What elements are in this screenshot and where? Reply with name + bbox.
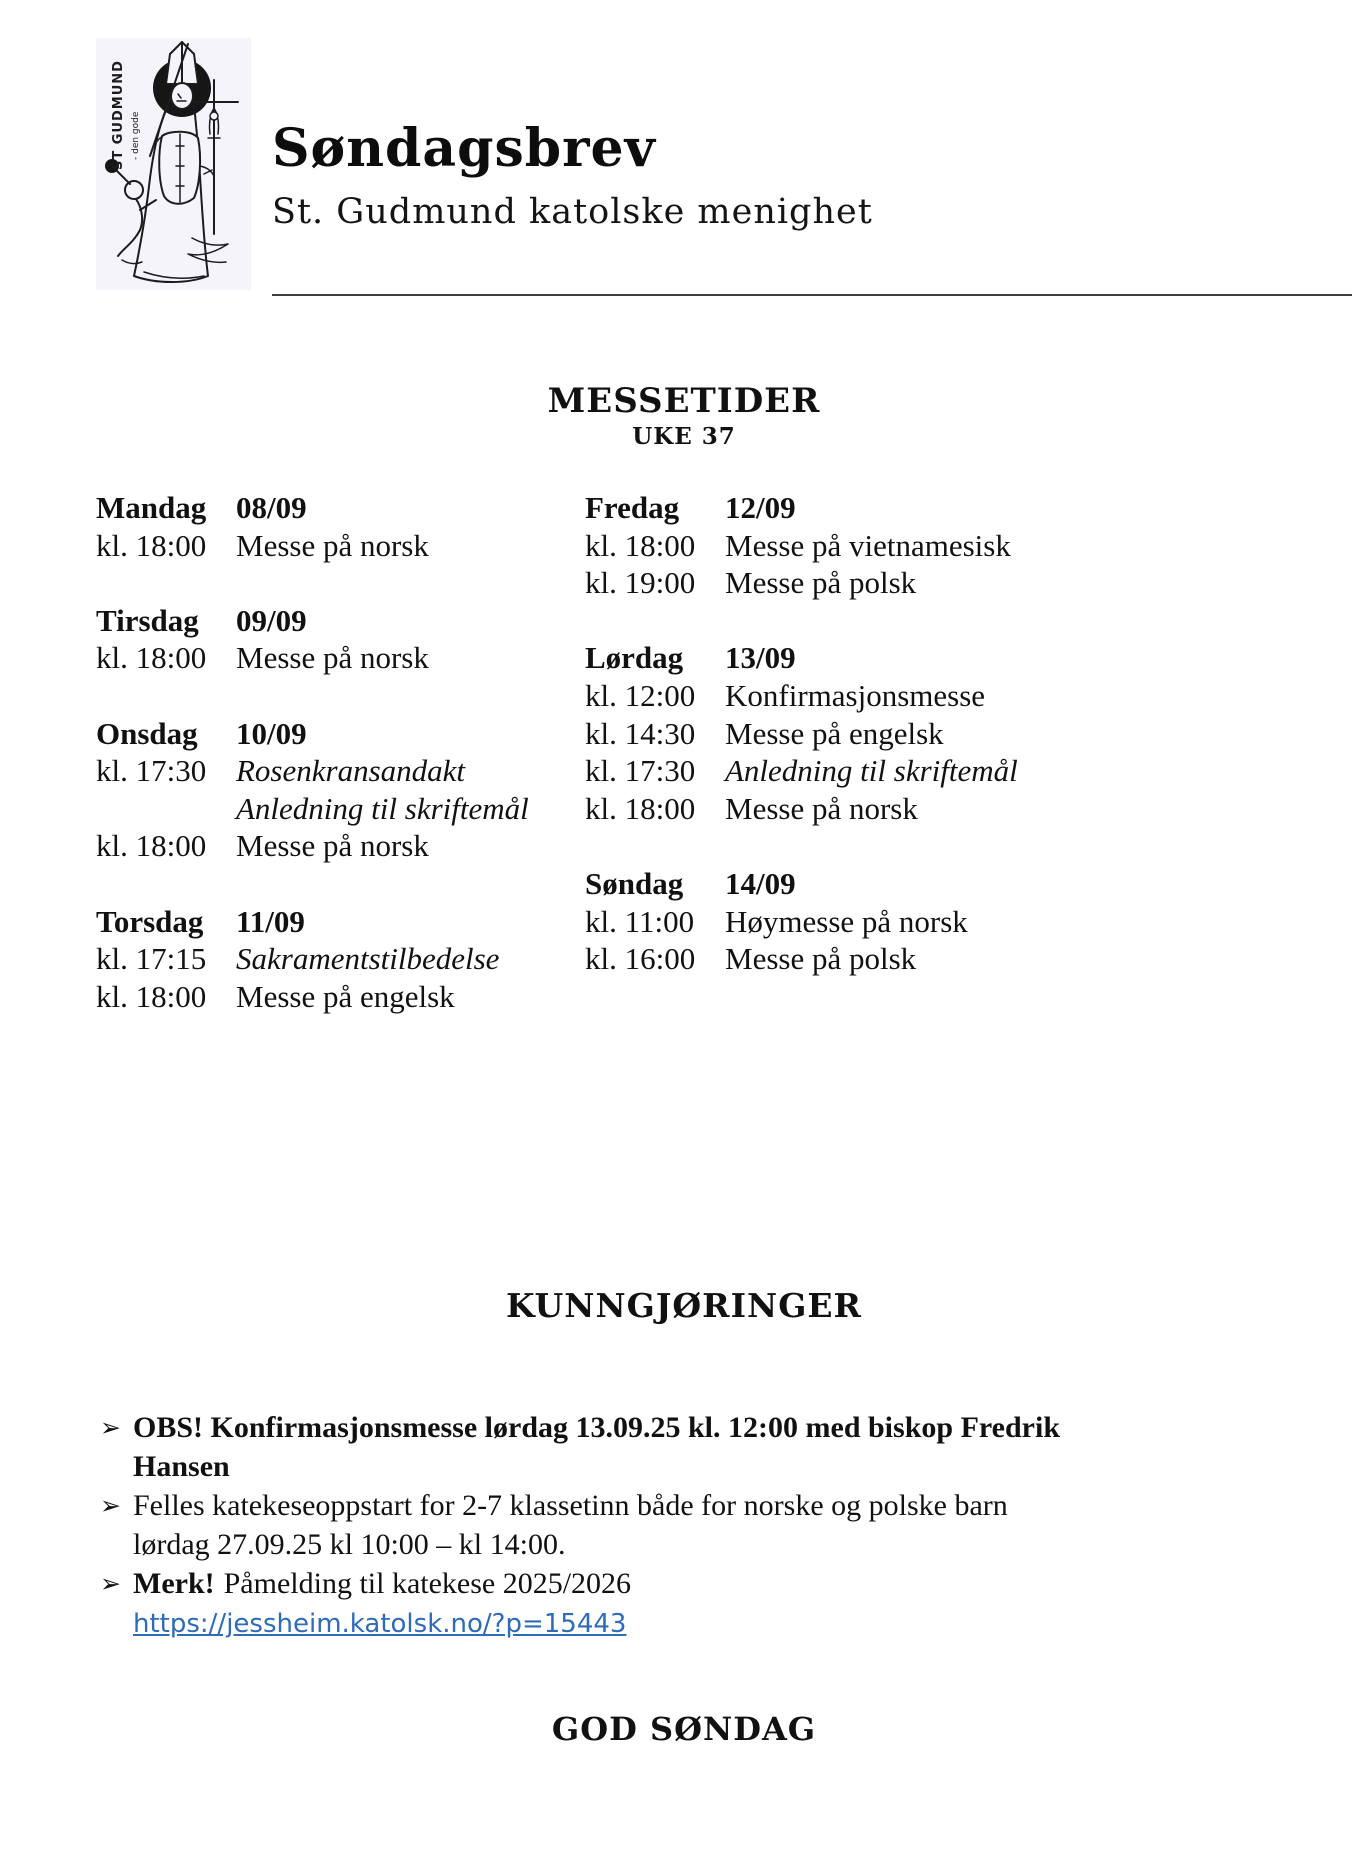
schedule-time: Lørdag <box>585 640 684 676</box>
schedule-description: Messe på norsk <box>725 790 918 826</box>
logo-vertical-sublabel: - den gode <box>131 111 141 160</box>
parish-logo <box>96 38 251 290</box>
schedule-description: Messe på vietnamesisk <box>725 527 1011 563</box>
schedule-time: kl. 18:00 <box>96 978 207 1014</box>
schedule-description <box>725 602 1125 640</box>
schedule-description: Messe på polsk <box>725 941 917 977</box>
schedule-description <box>236 677 566 715</box>
announcements-list <box>100 1408 1080 1644</box>
schedule-line <box>585 715 1125 753</box>
bullet-arrow-icon: ➢ <box>100 1413 121 1442</box>
schedule-line <box>96 790 566 828</box>
schedule-time: Torsdag <box>96 903 204 939</box>
schedule-time: kl. 14:30 <box>585 715 696 751</box>
schedule-time: kl. 18:00 <box>96 828 207 864</box>
schedule-description: 08/09 <box>236 490 307 525</box>
schedule-time: Tirsdag <box>96 602 199 638</box>
schedule-description: Messe på norsk <box>236 828 429 864</box>
schedule-description: Messe på polsk <box>725 565 917 601</box>
schedule-description: Messe på norsk <box>236 527 429 563</box>
schedule-description: 10/09 <box>236 715 307 751</box>
schedule-time: kl. 18:00 <box>585 527 696 563</box>
logo-vertical-label: ST GUDMUND <box>111 60 126 170</box>
schedule-description: Sakramentstilbedelse <box>236 941 500 977</box>
announcement-item <box>100 1564 1080 1644</box>
messetider-heading: MESSETIDER <box>547 381 821 421</box>
week-label: UKE 37 <box>632 423 736 450</box>
announcements-heading: KUNNGJØRINGER <box>506 1286 862 1325</box>
newsletter-title: Søndagsbrev <box>272 118 656 179</box>
schedule-description: Messe på engelsk <box>236 978 455 1014</box>
schedule-description <box>236 564 566 602</box>
announcement-text: OBS! Konfirmasjonsmesse lørdag 13.09.25 kl. 12:00 med biskop Fredrik Hansen <box>133 1411 1060 1483</box>
schedule-description: 14/09 <box>725 865 796 901</box>
schedule-time <box>96 564 236 602</box>
schedule-line <box>585 639 1125 677</box>
schedule-line <box>96 978 566 1016</box>
schedule-line <box>585 827 1125 865</box>
header-divider <box>272 294 1352 296</box>
schedule-line <box>585 752 1125 790</box>
schedule-description: Anledning til skriftemål <box>236 790 529 826</box>
schedule-time: Mandag <box>96 490 207 525</box>
schedule-time: Søndag <box>585 865 684 901</box>
schedule-time <box>96 790 236 828</box>
schedule-description: Rosenkransandakt <box>236 753 466 789</box>
schedule-line <box>96 564 566 602</box>
announcement-item <box>100 1408 1080 1486</box>
schedule-description: Anledning til skriftemål <box>725 753 1018 789</box>
schedule-time <box>585 602 725 640</box>
schedule-description: Messe på engelsk <box>725 715 944 751</box>
announcement-item <box>100 1486 1080 1564</box>
schedule-line <box>96 940 566 978</box>
schedule-time <box>96 865 236 903</box>
schedule-time: kl. 17:30 <box>585 753 696 789</box>
schedule-line <box>96 489 566 527</box>
schedule-line <box>585 903 1125 941</box>
schedule-description: 11/09 <box>236 903 305 939</box>
schedule-line <box>96 903 566 941</box>
schedule-line <box>96 527 566 565</box>
schedule-time: kl. 18:00 <box>585 790 696 826</box>
schedule-time: kl. 18:00 <box>96 527 207 563</box>
schedule-line <box>585 602 1125 640</box>
schedule-description: 13/09 <box>725 640 796 676</box>
katekese-signup-link[interactable]: https://jessheim.katolsk.no/?p=15443 <box>133 1609 627 1639</box>
schedule-description: Konfirmasjonsmesse <box>725 677 986 713</box>
schedule-line <box>96 715 566 753</box>
schedule-description: 12/09 <box>725 490 796 525</box>
closing-greeting: GOD SØNDAG <box>551 1710 817 1748</box>
schedule-time: kl. 17:30 <box>96 753 207 789</box>
schedule-line <box>96 602 566 640</box>
announcement-emphasis: Merk! <box>133 1567 215 1600</box>
parish-name: St. Gudmund katolske menighet <box>272 192 873 232</box>
schedule-time: kl. 11:00 <box>585 903 695 939</box>
schedule-line <box>585 940 1125 978</box>
schedule-line <box>585 564 1125 602</box>
schedule-description: Messe på norsk <box>236 640 429 676</box>
schedule-line <box>585 489 1125 527</box>
bullet-arrow-icon: ➢ <box>100 1491 121 1520</box>
bullet-arrow-icon: ➢ <box>100 1569 121 1598</box>
schedule-line <box>96 752 566 790</box>
schedule-line <box>585 677 1125 715</box>
schedule-line <box>96 865 566 903</box>
schedule-time: Fredag <box>585 490 680 525</box>
schedule-description: 09/09 <box>236 602 307 638</box>
schedule-description <box>725 827 1125 865</box>
schedule-line <box>96 677 566 715</box>
schedule-time: Onsdag <box>96 715 198 751</box>
schedule-description <box>236 865 566 903</box>
schedule-line <box>96 827 566 865</box>
schedule-line <box>585 865 1125 903</box>
st-gudmund-woodcut-icon <box>96 38 251 290</box>
schedule-time <box>96 677 236 715</box>
schedule-time: kl. 18:00 <box>96 640 207 676</box>
schedule-line <box>585 790 1125 828</box>
schedule-time: kl. 19:00 <box>585 565 696 601</box>
announcement-text: Påmelding til katekese 2025/2026 <box>223 1567 632 1600</box>
schedule-time <box>585 827 725 865</box>
schedule-column-friday-sunday <box>585 489 1125 978</box>
schedule-column-monday-thursday <box>96 489 566 1015</box>
schedule-line <box>96 639 566 677</box>
schedule-description: Høymesse på norsk <box>725 903 968 939</box>
schedule-time: kl. 12:00 <box>585 677 696 713</box>
schedule-time: kl. 17:15 <box>96 941 207 977</box>
schedule-line <box>585 527 1125 565</box>
schedule-time: kl. 16:00 <box>585 941 696 977</box>
announcement-text: Felles katekeseoppstart for 2-7 klassetinn både for norske og polske barn lørdag 27.09.25 kl 10:00 – kl 14:00. <box>133 1489 1008 1561</box>
